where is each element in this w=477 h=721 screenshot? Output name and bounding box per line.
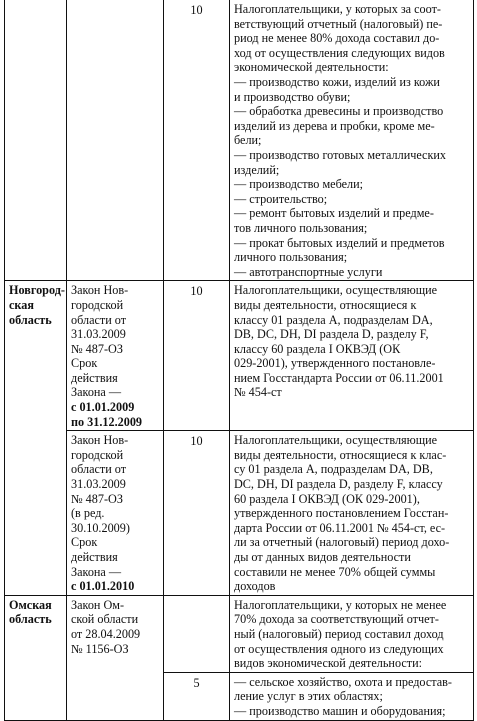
activity-item: — производство кожи, изделий из кожи [234, 75, 440, 89]
document-page [4, 0, 473, 718]
law-validity-dates: с 01.01.2010 [71, 579, 135, 594]
rate-cell [164, 431, 230, 596]
table-row [5, 431, 474, 596]
rate-cell [164, 0, 230, 281]
activity-item: — обработка древесины и производство [234, 104, 444, 119]
activity-item: — прокат бытовых изделий и предметов [234, 235, 445, 250]
activity-item: — строительство; [234, 191, 328, 206]
region-cell: Новгород- ская область [5, 281, 67, 595]
law-cell [67, 0, 164, 281]
description-intro: Налогоплательщики, у которых за соот- ветствующий отчетный (налоговый) пе- риод не менее 80% дохода составил до- ход от осуществления следующих видов экономической деятельности: [234, 2, 445, 75]
region-cell [5, 0, 67, 281]
activity-item: — автотранспортные услуги [234, 264, 383, 279]
description-cell: — сельское хозяйство, охота и предостав- ление услуг в этих областях; — производство машин и оборудования; [230, 672, 474, 720]
description-cell: Налогоплательщики, у которых не менее 70% дохода за соответствующий отчет- ный (налоговый) период составил доход от осуществления одного из следующих видов экономической деятельности: [230, 595, 474, 672]
law-cell: Закон Ом- ской области от 28.04.2009 № 1156-ОЗ [67, 595, 164, 720]
rate-cell [164, 595, 230, 672]
rate-value: 10 [190, 284, 203, 299]
table-row [5, 0, 474, 281]
table-row [5, 281, 474, 431]
rate-cell [164, 672, 230, 720]
rate-value: 10 [190, 3, 203, 17]
activity-item: — ремонт бытовых изделий и предме- [234, 206, 434, 221]
description-cell: Налогоплательщики, осуществляющие виды деятельности, относящиеся к классу 01 раздела A, подразделам DA, DB, DC, DH, DI раздела D, разделу F, классу 60 раздела I ОКВЭД (ОК 029-2001), утвержденного постановле- нием Госстандарта России от 06.11.2001 № 454-ст [230, 281, 474, 431]
rate-value: 10 [190, 434, 203, 449]
law-cell: Закон Нов- городской области от 31.03.2009 № 487-ОЗ (в ред. 30.10.2009) Срок действия Закона — с 01.01.2010 [67, 431, 164, 596]
tax-rates-table [4, 0, 474, 721]
activity-list: — производство кожи, изделий из кожи и производство обуви; — обработка древесины и производство изделий из дерева и пробки, кроме ме- бели; — производство готовых металлических изделий; — производство мебели; — строительство; — ремонт бытовых изделий и предме- тов личного пользования; — прокат бытовых изделий и предметов личного пользования; — автотранспортные услуги [234, 75, 469, 279]
activity-item: — производство готовых металлических [234, 147, 447, 162]
description-cell [230, 0, 474, 281]
region-cell: Омская область [5, 595, 67, 720]
region-name: Новгород- [9, 283, 65, 298]
description-cell: Налогоплательщики, осуществляющие виды деятельности, относящиеся к клас- су 01 раздела A, подразделам DA, DB, DC, DH, DI раздела D, разделу F, классу 60 раздела I ОКВЭД (ОК 029-2001), утвержденного постановлением Госстан- дарта России от 06.11.2001 № 454-ст, ес- ли за отчетный (налоговый) период дохо- ды от данных видов деятельности составили не менее 70% общей суммы доходов [230, 431, 474, 596]
region-name: Омская [9, 597, 52, 612]
table-row [5, 595, 474, 672]
activity-item: — производство мебели; [234, 177, 364, 192]
law-validity-dates: с 01.01.2009 [71, 400, 135, 415]
rate-cell [164, 281, 230, 431]
law-cell: Закон Нов- городской области от 31.03.2009 № 487-ОЗ Срок действия Закона — с 01.01.2009 по 31.12.2009 [67, 281, 164, 431]
rate-value: 5 [193, 675, 200, 690]
